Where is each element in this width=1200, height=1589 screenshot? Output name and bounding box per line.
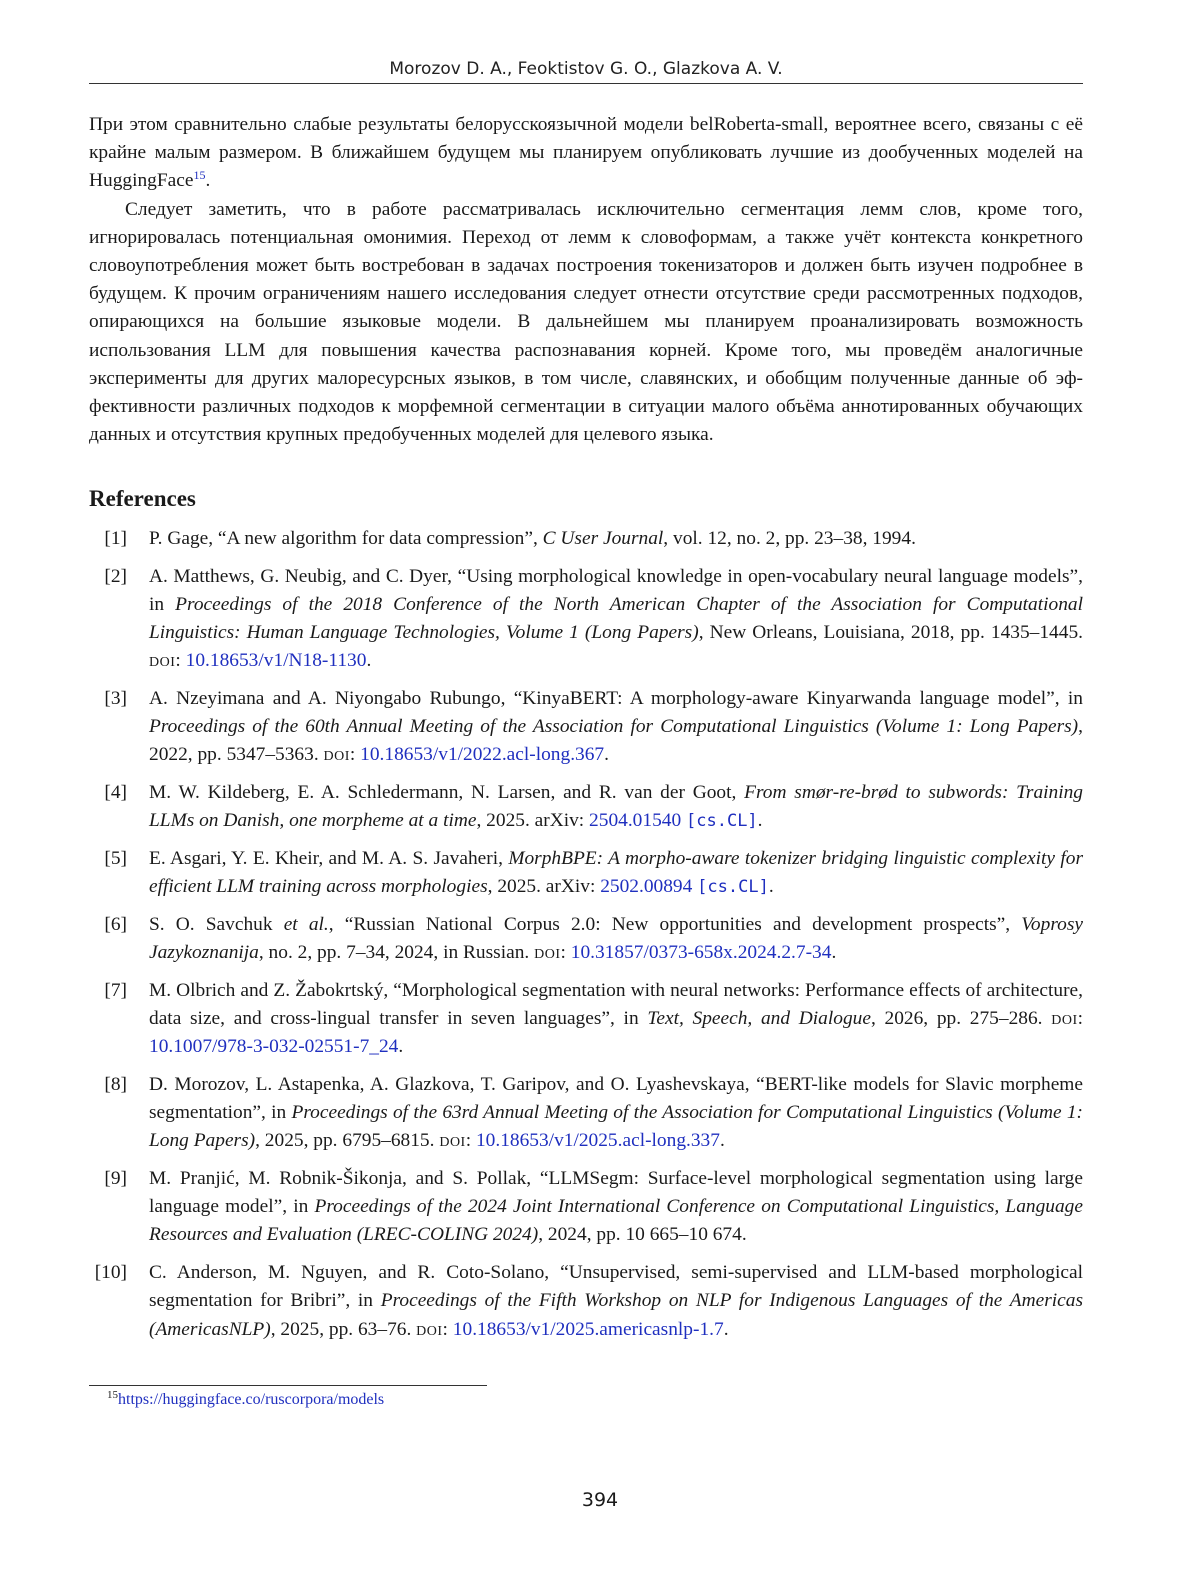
arxiv-class-link[interactable]: [cs.CL] (686, 811, 758, 832)
doi-label: doi (149, 650, 176, 672)
reference-details: , vol. 12, no. 2, pp. 23–38, 1994. (663, 528, 916, 549)
reference-item (89, 525, 1083, 553)
arxiv-link[interactable]: 2502.00894 (600, 876, 693, 898)
reference-text: E. Asgari, Y. E. Kheir, and M. A. S. Javaheri, (149, 848, 509, 870)
reference-text: A. Nzeyimana and A. Niyongabo Rubungo, “KinyaBERT: A morphology-aware Kinyarwanda language model”, in (149, 688, 1083, 710)
reference-details: , New Orleans, Louisiana, 2018, pp. 1435–1445. (698, 622, 1083, 644)
reference-number: [8] (104, 1073, 127, 1095)
reference-number: [9] (104, 1168, 127, 1190)
reference-venue: C User Journal (542, 528, 664, 549)
reference-number: [1] (104, 528, 127, 549)
reference-venue: Proceedings of the 63rd Annual Meeting of the Association for Computational Linguistics (Volume 1: Long Papers) (149, 1102, 1083, 1152)
doi-link[interactable]: 10.18653/v1/2025.americasnlp-1.7 (452, 1318, 724, 1340)
arxiv-link[interactable]: 2504.01540 (589, 810, 682, 832)
reference-details: , 2025. arXiv: (487, 876, 601, 898)
reference-item: [5] E. Asgari, Y. E. Kheir, and M. A. S. Javaheri, MorphBPE: A morpho-aware tokenizer bridging linguistic complexity for efficient LLM training across morphologies, 2025. arXiv: 2502.00894 [cs.CL]. (89, 845, 1083, 901)
reference-venue: Proceedings of the Fifth Workshop on NLP for Indigenous Languages of the Americas (AmericasNLP) (149, 1290, 1083, 1340)
reference-number: [3] (104, 688, 127, 710)
footnote-link[interactable]: https://huggingface.co/ruscorpora/models (118, 1391, 385, 1408)
body-text (89, 111, 1083, 449)
reference-text: A. Matthews, G. Neubig, and C. Dyer, “Using morphological knowledge in open-vocabulary neural language models”, in (149, 565, 1083, 615)
doi-label: doi (416, 1318, 443, 1340)
reference-text: M. Pranjić, M. Robnik-Šikonja, and S. Pollak, “LLMSegm: Surface-level morphological segmentation using large language model”, in (149, 1168, 1083, 1218)
doi-link[interactable]: 10.18653/v1/N18-1130 (185, 650, 367, 672)
doi-link[interactable]: 10.1007/978-3-032-02551-7_24 (149, 1036, 399, 1058)
reference-text: C. Anderson, M. Nguyen, and R. Coto-Solano, “Unsupervised, semi-supervised and LLM-based morphological segmentation for Bribri”, in (149, 1262, 1083, 1312)
doi-label: doi (534, 942, 561, 964)
reference-venue: Voprosy Jazykoznanija (149, 913, 1083, 964)
paragraph-1 (89, 111, 1083, 196)
reference-text: M. W. Kildeberg, E. A. Schledermann, N. Larsen, and R. van der Goot, (149, 782, 745, 804)
reference-number: [5] (104, 848, 127, 870)
reference-venue: From smør-re-brød to subwords: Training LLMs on Danish, one morpheme at a time (149, 782, 1083, 832)
reference-item: [6] S. O. Savchuk et al., “Russian National Corpus 2.0: New opportunities and development prospects”, Voprosy Jazykoznanija, no. 2, pp. 7–34, 2024, in Russian. doi: 10.31857/0373-658x.2024.2.7-34. (89, 911, 1083, 967)
reference-text: S. O. Savchuk (149, 913, 284, 935)
reference-number: [4] (104, 782, 127, 804)
footnote-15 (107, 1391, 384, 1409)
references-list (89, 525, 1083, 1353)
footnote-divider (89, 1385, 487, 1386)
reference-details: , 2022, pp. 5347–5363. (149, 716, 1083, 766)
doi-label: doi (439, 1130, 466, 1152)
paragraph-1-text: При этом сравнительно слабые результаты белорусскоязычной модели belRoberta-small, вероятнее всего, связаны с её крайне малым размером. В ближайшем будущем мы планируем опубликовать лучшие из дообученных моделей на HuggingFace (89, 114, 1083, 192)
reference-text: P. Gage, “A new algorithm for data compression”, (149, 528, 543, 549)
reference-item: [3] A. Nzeyimana and A. Niyongabo Rubungo, “KinyaBERT: A morphology-aware Kinyarwanda language model”, in Proceedings of the 60th Annual Meeting of the Association for Computational Linguistics (Volume 1: Long Papers), 2022, pp. 5347–5363. doi: 10.18653/v1/2022.acl-long.367. (89, 685, 1083, 770)
doi-link[interactable]: 10.31857/0373-658x.2024.2.7-34 (570, 942, 832, 964)
running-head-authors: Morozov D. A., Feoktistov G. O., Glazkova A. V. (89, 59, 1083, 84)
reference-details: , 2025, pp. 63–76. (270, 1318, 417, 1340)
doi-link[interactable]: 10.18653/v1/2025.acl-long.337 (475, 1130, 720, 1152)
references-heading: References (89, 486, 196, 511)
reference-number: [6] (104, 913, 127, 935)
reference-item: [8] D. Morozov, L. Astapenka, A. Glazkova, T. Garipov, and O. Lyashevskaya, “BERT-like models for Slavic morpheme segmentation”, in Proceedings of the 63rd Annual Meeting of the Association for Computational Linguistics (Volume 1: Long Papers), 2025, pp. 6795–6815. doi: 10.18653/v1/2025.acl-long.337. (89, 1071, 1083, 1156)
arxiv-class-link[interactable]: [cs.CL] (697, 877, 769, 898)
reference-venue: Proceedings of the 2024 Joint International Conference on Computational Linguistics, Language Resources and Evaluation (LREC-COLING 2024) (149, 1196, 1083, 1246)
reference-title: , “Russian National Corpus 2.0: New opportunities and development prospects”, (328, 913, 1022, 935)
reference-venue: Proceedings of the 60th Annual Meeting of the Association for Computational Linguistics (Volume 1: Long Papers) (149, 716, 1079, 738)
reference-details: , 2025, pp. 6795–6815. (255, 1130, 440, 1152)
page-number: 394 (581, 1489, 619, 1511)
doi-label: doi (323, 744, 350, 766)
reference-venue: MorphBPE: A morpho-aware tokenizer bridging linguistic complexity for efficient LLM training across morphologies (149, 848, 1083, 898)
doi-link[interactable]: 10.18653/v1/2022.acl-long.367 (360, 744, 605, 766)
reference-text: D. Morozov, L. Astapenka, A. Glazkova, T. Garipov, and O. Lyashevskaya, “BERT-like models for Slavic morpheme segmentation”, in (149, 1073, 1083, 1124)
reference-item: [2] A. Matthews, G. Neubig, and C. Dyer, “Using morphological knowledge in open-vocabulary neural language models”, in Proceedings of the 2018 Conference of the North American Chapter of the Association for Computational Linguistics: Human Language Technologies, Volume 1 (Long Papers), New Orleans, Louisiana, 2018, pp. 1435–1445. doi: 10.18653/v1/N18-1130. (89, 563, 1083, 676)
reference-venue: Text, Speech, and Dialogue (647, 1008, 871, 1030)
reference-number: [2] (104, 565, 127, 587)
paragraph-2: Следует заметить, что в работе рассматривалась исключительно сегментация лемм слов, кроме того, игнорировалась потенциальная омонимия. Переход от лемм к словоформам, а также учёт контекста конкретного словоупотребления может быть востребован в задачах построения токенизаторов и должен быть изучен подробнее в будущем. К прочим ограничениям нашего исследования следует отнести отсутствие среди рассмотренных подходов, опирающихся на большие языковые модели. В дальнейшем мы планируем проанализировать возможность использования LLM для повышения качества распознавания корней. Кроме того, мы проведём аналогичные эксперименты для других малоресурсных языков, в том числе, славянских, и обобщим полученные данные об эффективности различных подходов к морфемной сегментации в ситуации малого объёма аннотированных обучающих данных и отсутствия крупных предобученных моделей для целевого языка. (89, 198, 1083, 446)
reference-number: [7] (104, 979, 127, 1001)
reference-details: , 2026, pp. 275–286. (870, 1008, 1052, 1030)
reference-text: M. Olbrich and Z. Žabokrtský, “Morphological segmentation with neural networks: Performance effects of architecture, data size, and cross-lingual transfer in seven languages”, in (149, 979, 1083, 1030)
reference-details: , 2024, pp. 10 665–10 674. (538, 1224, 747, 1246)
reference-details: , 2025. arXiv: (476, 810, 590, 832)
reference-item (89, 1165, 1083, 1250)
footnote-ref-15[interactable]: 15 (193, 168, 206, 183)
reference-venue: Proceedings of the 2018 Conference of the North American Chapter of the Association for Computational Linguistics: Human Language Technologies, Volume 1 (Long Papers) (149, 593, 1084, 644)
reference-item: [7] M. Olbrich and Z. Žabokrtský, “Morphological segmentation with neural networks: Performance effects of architecture, data size, and cross-lingual transfer in seven languages”, in Text, Speech, and Dialogue, 2026, pp. 275–286. doi: 10.1007/978-3-032-02551-7_24. (89, 977, 1083, 1062)
footnote-marker: 15 (107, 1389, 118, 1401)
reference-etal: et al. (283, 913, 329, 935)
paragraph-1-end: . (205, 170, 211, 192)
reference-number: [10] (94, 1262, 127, 1284)
reference-item: [10] C. Anderson, M. Nguyen, and R. Coto-Solano, “Unsupervised, semi-supervised and LLM-based morphological segmentation for Bribri”, in Proceedings of the Fifth Workshop on NLP for Indigenous Languages of the Americas (AmericasNLP), 2025, pp. 63–76. doi: 10.18653/v1/2025.americasnlp-1.7. (89, 1259, 1083, 1344)
reference-item: [4] M. W. Kildeberg, E. A. Schledermann, N. Larsen, and R. van der Goot, From smør-re-brød to subwords: Training LLMs on Danish, one morpheme at a time, 2025. arXiv: 2504.01540 [cs.CL]. (89, 779, 1083, 835)
reference-details: , no. 2, pp. 7–34, 2024, in Russian. (258, 942, 535, 964)
doi-label: doi (1051, 1008, 1078, 1030)
